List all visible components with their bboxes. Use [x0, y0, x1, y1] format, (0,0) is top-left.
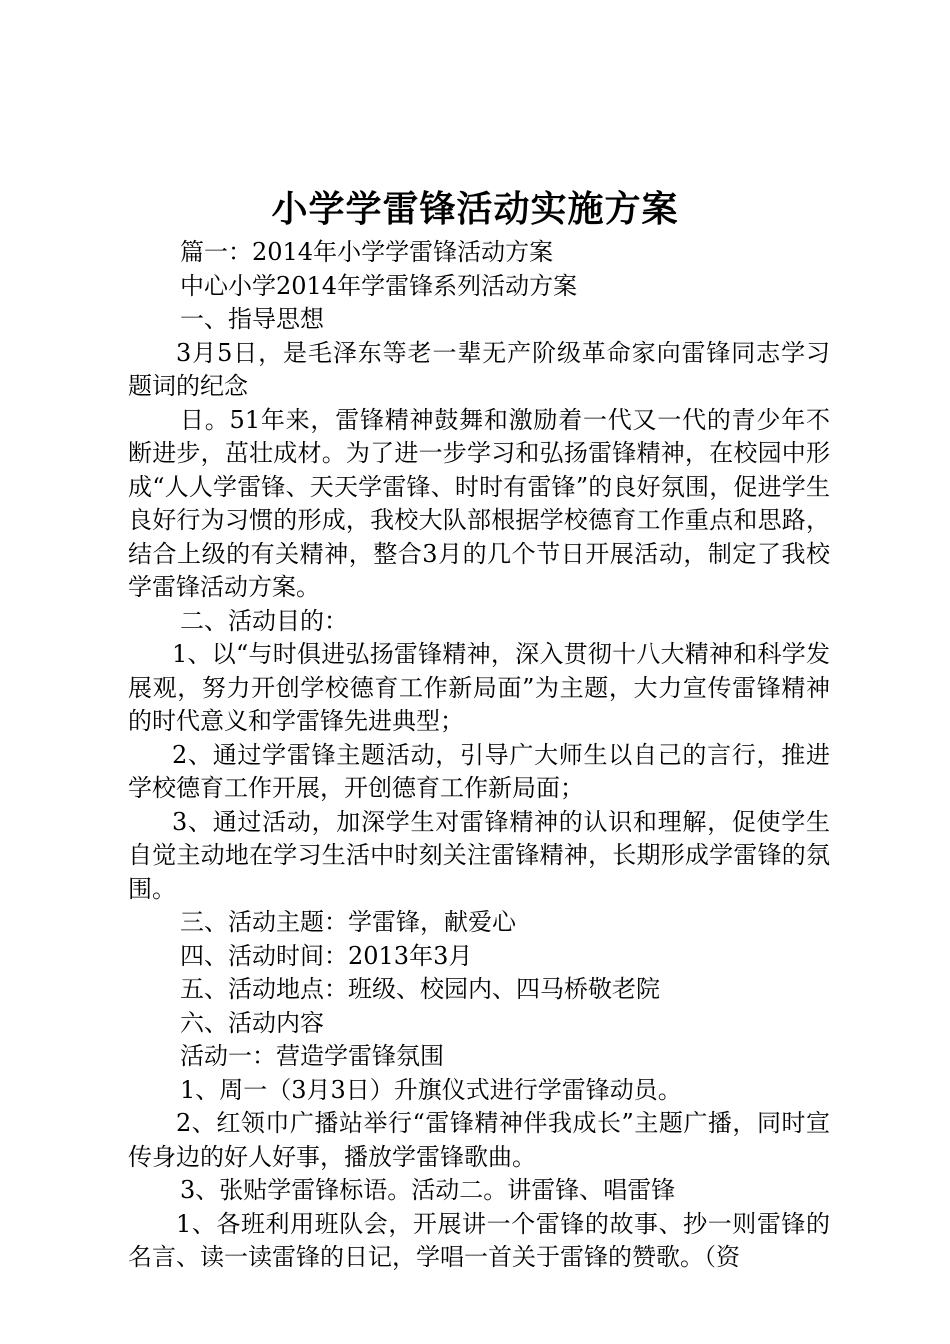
paragraph-source: 篇一：2014年小学学雷锋活动方案 — [180, 238, 554, 266]
section-heading: 一、指导思想 — [180, 305, 324, 333]
section-heading: 三、活动主题：学雷锋，献爱心 — [180, 908, 516, 936]
list-item: 2、通过学雷锋主题活动，引导广大师生以自己的言行，推进学校德育工作开展，开创德育工作新局面； — [128, 740, 830, 802]
list-item: 1、以“与时俱进弘扬雷锋精神，深入贯彻十八大精神和科学发展观，努力开创学校德育工作新局面”为主题，大力宣传雷锋精神的时代意义和学雷锋先进典型； — [128, 640, 830, 735]
subsection-heading: 活动一：营造学雷锋氛围 — [180, 1042, 444, 1070]
list-item: 1、各班利用班队会，开展讲一个雷锋的故事、抄一则雷锋的名言、读一读雷锋的日记，学唱一首关于雷锋的赞歌。（资 — [128, 1209, 830, 1271]
section-heading: 四、活动时间：2013年3月 — [180, 941, 473, 970]
list-item: 2、红领巾广播站举行“雷锋精神伴我成长”主题广播，同时宣传身边的好人好事，播放学雷锋歌曲。 — [128, 1109, 830, 1171]
list-item: 3、张贴学雷锋标语。活动二。讲雷锋、唱雷锋 — [180, 1176, 676, 1204]
document-body — [128, 236, 830, 1275]
paragraph: 日。51年来，雷锋精神鼓舞和激励着一代又一代的青少年不断进步，茁壮成材。为了进一步学习和弘扬雷锋精神，在校园中形成“人人学雷锋、天天学雷锋、时时有雷锋”的良好氛围，促进学生良好行为习惯的形成，我校大队部根据学校德育工作重点和思路，结合上级的有关精神，整合3月的几个节日开展活动，制定了我校学雷锋活动方案。 — [128, 405, 830, 601]
section-heading: 六、活动内容 — [180, 1008, 324, 1037]
section-heading: 五、活动地点：班级、校园内、四马桥敬老院 — [180, 975, 660, 1003]
list-item: 3、通过活动，加深学生对雷锋精神的认识和理解，促使学生自觉主动地在学习生活中时刻关注雷锋精神，长期形成学雷锋的氛围。 — [128, 807, 830, 903]
document-title: 小学学雷锋活动实施方案 — [271, 188, 679, 230]
paragraph-subtitle: 中心小学2014年学雷锋系列活动方案 — [180, 271, 578, 300]
section-heading: 二、活动目的： — [180, 606, 348, 635]
list-item: 1、周一（3月3日）升旗仪式进行学雷锋动员。 — [180, 1075, 682, 1104]
paragraph: 3月5日，是毛泽东等老一辈无产阶级革命家向雷锋同志学习题词的纪念 — [128, 338, 830, 400]
